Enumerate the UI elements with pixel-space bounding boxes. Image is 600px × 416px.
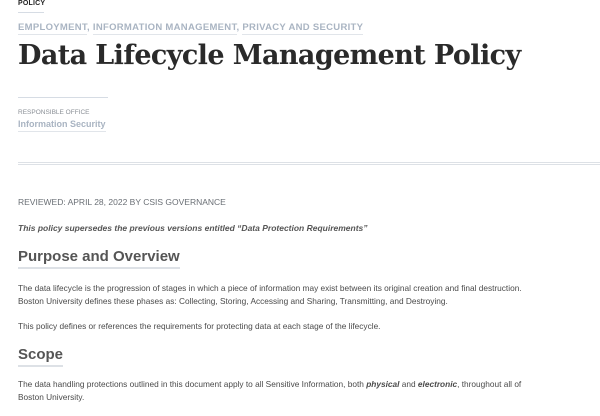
text-line: Boston University defines these phases as: Collecting, Storing, Accessing and Sharing, Transmitting, and Destroying. <box>18 296 448 306</box>
section-heading-purpose: Purpose and Overview <box>18 248 180 269</box>
page-title: Data Lifecycle Management Policy <box>18 40 521 71</box>
purpose-paragraph <box>18 282 522 308</box>
section-heading-scope: Scope <box>18 346 63 367</box>
text: , throughout all of <box>457 379 522 389</box>
text-line: The data lifecycle is the progression of stages in which a piece of information may exist between its original creation and final destruction. <box>18 283 522 293</box>
scope-paragraph <box>18 378 521 404</box>
reviewed-info: REVIEWED: APRIL 28, 2022 BY CSIS GOVERNANCE <box>18 197 226 207</box>
divider <box>18 162 600 165</box>
divider <box>18 97 108 98</box>
category-link[interactable]: INFORMATION MANAGEMENT <box>92 22 237 33</box>
category-links: EMPLOYMENT, INFORMATION MANAGEMENT, PRIVACY AND SECURITY <box>18 22 364 33</box>
text: and <box>399 379 418 389</box>
purpose-paragraph-2: This policy defines or references the requirements for protecting data at each stage of the lifecycle. <box>18 321 381 331</box>
supersedes-note: This policy supersedes the previous versions entitled “Data Protection Requirements” <box>18 223 368 233</box>
responsible-office-label: RESPONSIBLE OFFICE <box>18 109 90 116</box>
policy-eyebrow: POLICY <box>18 0 44 13</box>
text-line: Boston University. <box>18 392 85 402</box>
emphasis: electronic <box>417 379 458 389</box>
emphasis: physical <box>366 379 400 389</box>
responsible-office-link[interactable]: Information Security <box>18 119 106 132</box>
text: The data handling protections outlined in this document apply to all Sensitive Information, both <box>18 379 367 389</box>
category-link[interactable]: EMPLOYMENT <box>18 22 87 33</box>
category-link[interactable]: PRIVACY AND SECURITY <box>242 22 364 33</box>
